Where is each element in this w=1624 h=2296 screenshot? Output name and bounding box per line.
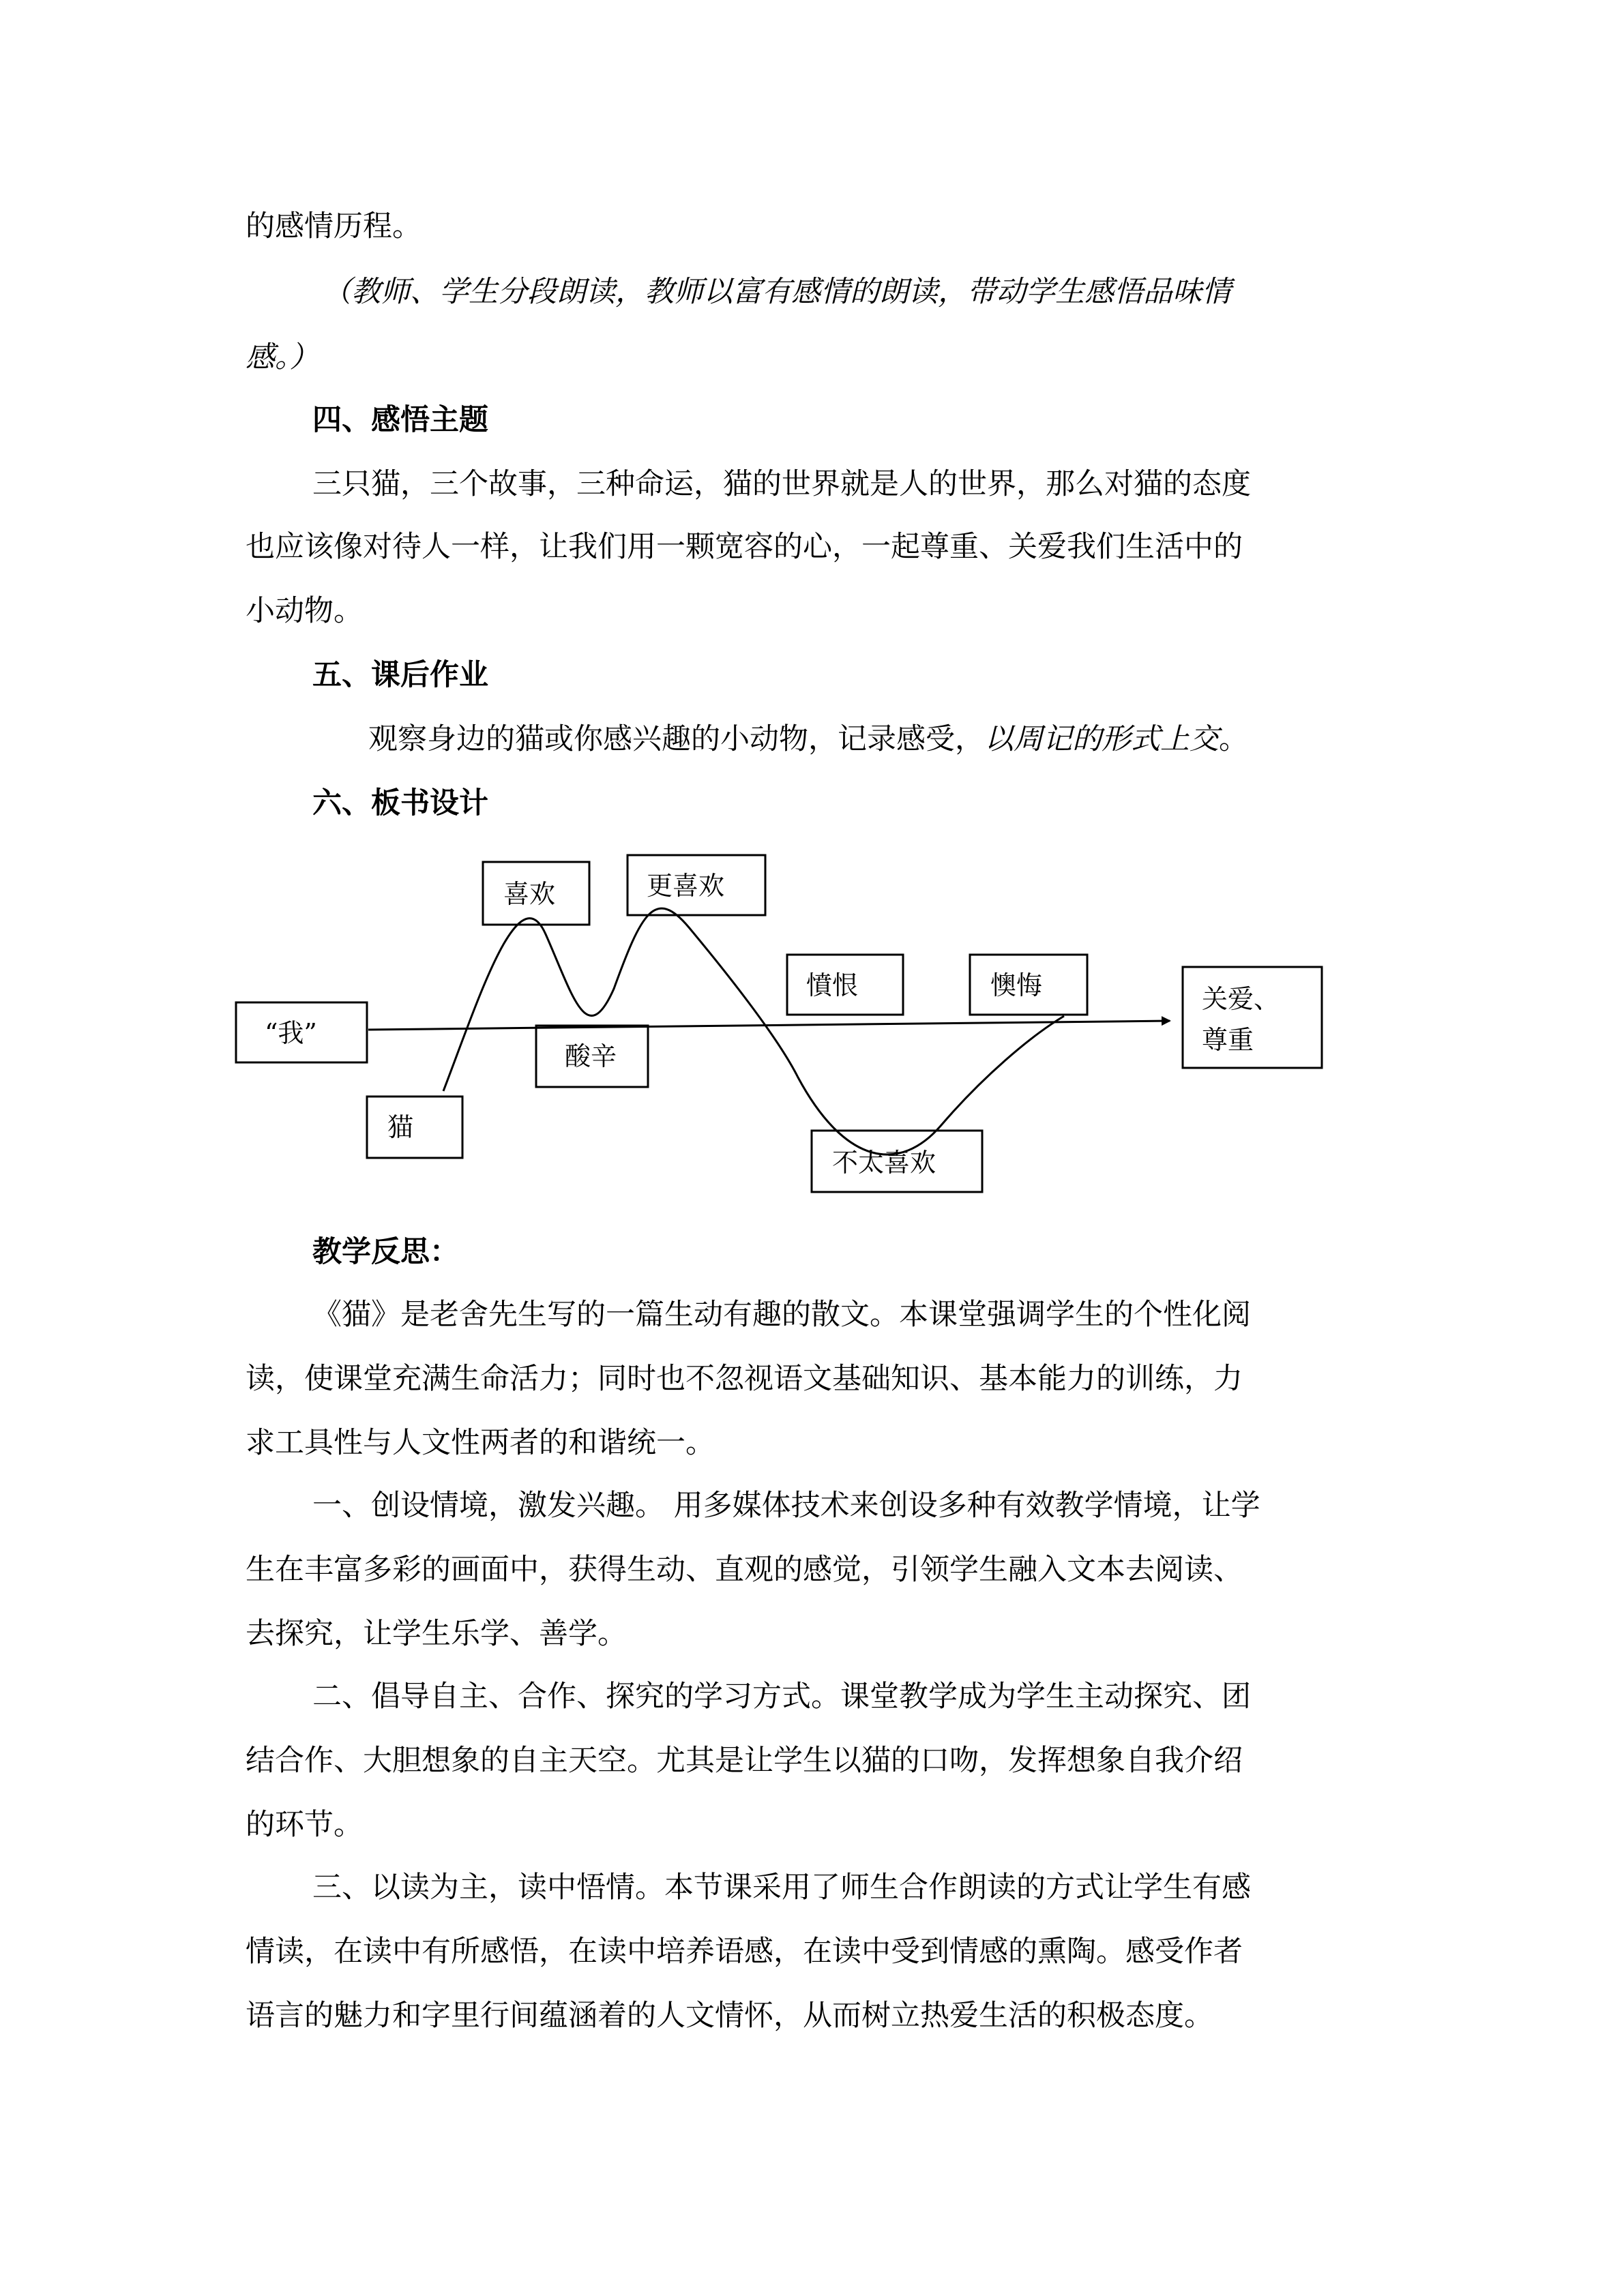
paragraph-line: 读，使课堂充满生命活力；同时也不忽视语文基础知识、基本能力的训练，力 bbox=[246, 1362, 1243, 1396]
paragraph-line: 情读，在读中有所感悟，在读中培养语感，在读中受到情感的熏陶。感受作者 bbox=[246, 1935, 1243, 1969]
homework-text-normal: 观察身边的猫或你感兴趣的小动物，记录感受， bbox=[368, 722, 984, 756]
paragraph-line: 生在丰富多彩的画面中，获得生动、直观的感觉，引领学生融入文本去阅读、 bbox=[246, 1553, 1243, 1587]
paragraph-line: 三只猫，三个故事，三种命运，猫的世界就是人的世界，那么对猫的态度 bbox=[312, 467, 1251, 501]
text-line: 的感情历程。 bbox=[246, 209, 422, 243]
homework-text-end: 。 bbox=[1219, 722, 1248, 756]
paragraph-line: 《猫》是老舍先生写的一篇生动有趣的散文。本课堂强调学生的个性化阅 bbox=[312, 1298, 1251, 1332]
paragraph-line: 语言的魅力和字里行间蕴涵着的人文情怀，从而树立热爱生活的积极态度。 bbox=[246, 1999, 1213, 2033]
paragraph-line: 也应该像对待人一样，让我们用一颗宽容的心，一起尊重、关爱我们生活中的 bbox=[246, 530, 1243, 564]
teaching-note: （教师、学生分段朗读，教师以富有感情的朗读，带动学生感悟品味情 bbox=[322, 275, 1231, 309]
paragraph-line: 的环节。 bbox=[246, 1808, 363, 1842]
label-care-line1: 关爱、 bbox=[1202, 984, 1280, 1014]
label-me: “我” bbox=[265, 1018, 317, 1048]
label-resent: 憤恨 bbox=[806, 970, 859, 1000]
label-care-line2: 尊重 bbox=[1202, 1025, 1254, 1055]
paragraph-line: 三、以读为主，读中悟情。本节课采用了师生合作朗读的方式让学生有感 bbox=[312, 1870, 1251, 1905]
section-heading-theme: 四、感悟主题 bbox=[312, 403, 488, 437]
label-like: 喜欢 bbox=[503, 879, 556, 909]
paragraph-line: 去探究，让学生乐学、善学。 bbox=[246, 1617, 627, 1651]
teaching-note: 感。） bbox=[246, 340, 319, 374]
label-not-like: 不太喜欢 bbox=[832, 1148, 936, 1178]
label-more-like: 更喜欢 bbox=[647, 871, 725, 901]
box-cat bbox=[367, 1097, 462, 1158]
homework-text-italic: 以周记的形式上交 bbox=[984, 722, 1219, 756]
label-regret: 懊悔 bbox=[990, 970, 1043, 1000]
paragraph-line: 一、创设情境，激发兴趣。 用多媒体技术来创设多种有效教学情境，让学 bbox=[312, 1489, 1260, 1523]
label-cat: 猫 bbox=[387, 1112, 414, 1142]
section-heading-board-design: 六、板书设计 bbox=[312, 786, 488, 820]
paragraph-line: 二、倡导自主、合作、探究的学习方式。课堂教学成为学生主动探究、团 bbox=[312, 1680, 1251, 1714]
paragraph-line: 求工具性与人文性两者的和谐统一。 bbox=[246, 1426, 715, 1460]
paragraph-line: 结合作、大胆想象的自主天空。尤其是让学生以猫的口吻，发挥想象自我介绍 bbox=[246, 1744, 1243, 1778]
paragraph-line: 小动物。 bbox=[246, 594, 363, 628]
section-heading-homework: 五、课后作业 bbox=[312, 658, 488, 692]
label-sour: 酸辛 bbox=[565, 1041, 617, 1071]
section-heading-reflection: 教学反思： bbox=[312, 1235, 459, 1269]
